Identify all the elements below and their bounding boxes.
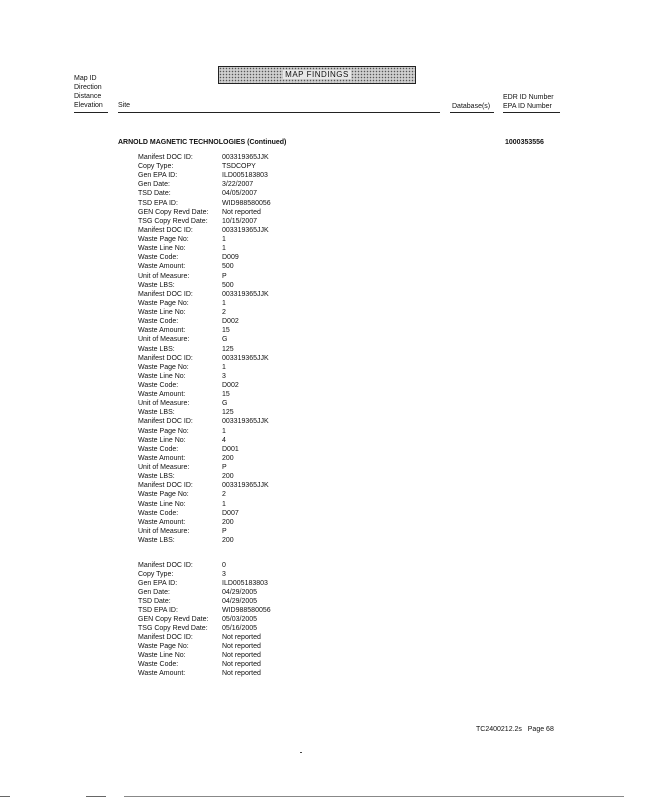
record-label: Waste Code: (138, 509, 179, 517)
record-value: G (222, 400, 228, 408)
site-name: ARNOLD MAGNETIC TECHNOLOGIES (Continued) (118, 139, 287, 146)
record-value: Not reported (222, 661, 261, 668)
record-label: TSD EPA ID: (138, 607, 178, 614)
header-rule-left (74, 112, 108, 113)
header-rule-site (118, 112, 440, 113)
elevation-label: Elevation (74, 102, 103, 109)
record-label: Waste Page No: (138, 643, 189, 650)
record-value: WID988580056 (222, 607, 271, 614)
record-label: Waste Amount: (138, 327, 186, 335)
record-label: Waste Page No: (138, 363, 189, 371)
record-label: Waste Code: (138, 445, 179, 453)
record-label: Waste Code: (138, 661, 179, 668)
epa-id-label: EPA ID Number (503, 103, 552, 110)
record-label: Manifest DOC ID: (138, 418, 193, 426)
record-label: GEN Copy Revd Date: (138, 208, 209, 216)
record-label: Gen Date: (138, 181, 170, 189)
record-label: Gen EPA ID: (138, 580, 178, 587)
record-label: Waste Page No: (138, 427, 189, 435)
record-label: Waste Code: (138, 254, 179, 262)
banner-title: MAP FINDINGS (285, 70, 349, 79)
record-value: Not reported (222, 652, 261, 659)
direction-label: Direction (74, 84, 102, 91)
record-label: Waste LBS: (138, 537, 175, 545)
page-number: Page 68 (527, 726, 554, 733)
record-label: Waste Amount: (138, 518, 186, 526)
record-label: Manifest DOC ID: (138, 290, 193, 298)
record-value: 500 (222, 281, 234, 289)
record-label: Waste LBS: (138, 473, 175, 481)
record-value: P (222, 527, 227, 535)
record-label: Unit of Measure: (138, 527, 190, 535)
record-label: TSD Date: (138, 598, 171, 605)
record-label: Waste Amount: (138, 670, 186, 677)
record-label: Unit of Measure: (138, 464, 190, 472)
record-value: P (222, 272, 227, 280)
record-label: Unit of Measure: (138, 336, 190, 344)
record-label: Manifest DOC ID: (138, 154, 193, 161)
record-value: 05/16/2005 (222, 625, 258, 632)
record-value: 04/29/2005 (222, 598, 258, 605)
record-value: 200 (222, 473, 234, 481)
record-label: Manifest DOC ID: (138, 562, 193, 569)
record-value: D009 (222, 254, 239, 262)
record-value: 200 (222, 454, 234, 462)
record-label: Waste Code: (138, 382, 179, 389)
record-label: Waste LBS: (138, 281, 175, 289)
record-value: Not reported (222, 208, 261, 216)
record-label: Waste Line No: (138, 309, 186, 317)
record-label: Manifest DOC ID: (138, 354, 193, 362)
record-value: 0 (222, 562, 226, 569)
record-value: 125 (222, 345, 234, 353)
record-value: Not reported (222, 670, 261, 677)
map-header-labels (74, 74, 103, 110)
record-value: 2 (222, 309, 226, 317)
doc-number: TC2400212.2s (476, 726, 522, 733)
record-label: Gen Date: (138, 589, 170, 596)
record-label: TSD EPA ID: (138, 199, 178, 207)
record-label: TSD Date: (138, 190, 171, 198)
record-value: P (222, 464, 227, 472)
record-value: Not reported (222, 634, 261, 641)
record-value: 3 (222, 571, 226, 578)
record-label: Unit of Measure: (138, 272, 190, 280)
record-value: Not reported (222, 643, 261, 650)
record-label: TSG Copy Revd Date: (138, 625, 208, 632)
record-label: Waste Line No: (138, 245, 186, 253)
record-label: Waste LBS: (138, 409, 175, 417)
scan-edge-mark (0, 796, 10, 797)
site-column-label: Site (118, 102, 131, 109)
record-value: 15 (222, 391, 230, 399)
record-value: 1 (222, 363, 226, 371)
record-value: 10/15/2007 (222, 217, 258, 225)
record-label: Waste Page No: (138, 236, 189, 244)
scan-speck (300, 752, 302, 753)
database-column-label: Database(s) (452, 103, 491, 110)
scan-edge-mark (86, 796, 106, 797)
record-value: 04/29/2005 (222, 589, 258, 596)
record-label: Waste Amount: (138, 263, 186, 271)
record-label: Gen EPA ID: (138, 172, 178, 180)
record-value: 2 (222, 491, 226, 499)
record-value: D002 (222, 382, 239, 389)
record-value: 003319365JJK (222, 482, 269, 490)
record-value: 1 (222, 500, 226, 508)
record-value: 15 (222, 327, 230, 335)
record-value: 1 (222, 299, 226, 307)
record-value: 1 (222, 245, 226, 253)
record-value: D002 (222, 318, 239, 326)
record-value: TSDCOPY (222, 163, 256, 171)
record-value: 3/22/2007 (222, 181, 254, 189)
edr-id-value: 1000353556 (505, 139, 544, 146)
record-label: Copy Type: (138, 163, 174, 171)
record-value: ILD005183803 (222, 172, 268, 180)
record-value: 3 (222, 372, 226, 380)
record-value: 003319365JJK (222, 418, 269, 426)
record-label: Waste Code: (138, 318, 179, 326)
record-label: GEN Copy Revd Date: (138, 616, 209, 623)
record-value: 05/03/2005 (222, 616, 258, 623)
record-value: 003319365JJK (222, 226, 269, 234)
record-value: 125 (222, 409, 234, 417)
edr-id-label: EDR ID Number (503, 94, 554, 101)
map-id-label: Map ID (74, 75, 97, 82)
record-value: WID988580056 (222, 199, 271, 207)
record-label: Waste Line No: (138, 652, 186, 659)
record-label: Waste Amount: (138, 391, 186, 399)
record-value: 500 (222, 263, 234, 271)
record-value: 200 (222, 537, 234, 545)
record-value: 003319365JJK (222, 354, 269, 362)
record-label: Waste Line No: (138, 372, 186, 380)
record-value: 4 (222, 436, 226, 444)
record-value: 1 (222, 236, 226, 244)
record-label: Manifest DOC ID: (138, 226, 193, 234)
record-label: Waste Page No: (138, 299, 189, 307)
record-value: 1 (222, 427, 226, 435)
record-label: TSG Copy Revd Date: (138, 217, 208, 225)
record-label: Unit of Measure: (138, 400, 190, 408)
record-label: Waste Line No: (138, 500, 186, 508)
record-label: Copy Type: (138, 571, 174, 578)
record-value: 200 (222, 518, 234, 526)
record-value: G (222, 336, 228, 344)
record-value: D001 (222, 445, 239, 453)
distance-label: Distance (74, 93, 102, 100)
record-value: 003319365JJK (222, 290, 269, 298)
record-label: Waste Amount: (138, 454, 186, 462)
record-value: ILD005183803 (222, 580, 268, 587)
scan-edge-mark (124, 796, 624, 797)
record-label: Manifest DOC ID: (138, 634, 193, 641)
record-value: D007 (222, 509, 239, 517)
id-column-labels (503, 93, 554, 111)
record-label: Waste LBS: (138, 345, 175, 353)
header-rule-db (450, 112, 494, 113)
map-findings-banner (218, 66, 416, 84)
header-rule-id (503, 112, 560, 113)
record-value: 04/05/2007 (222, 190, 258, 198)
page-footer (476, 726, 554, 733)
record-value: 003319365JJK (222, 154, 269, 161)
record-label: Waste Line No: (138, 436, 186, 444)
record-label: Waste Page No: (138, 491, 189, 499)
record-label: Manifest DOC ID: (138, 482, 193, 490)
